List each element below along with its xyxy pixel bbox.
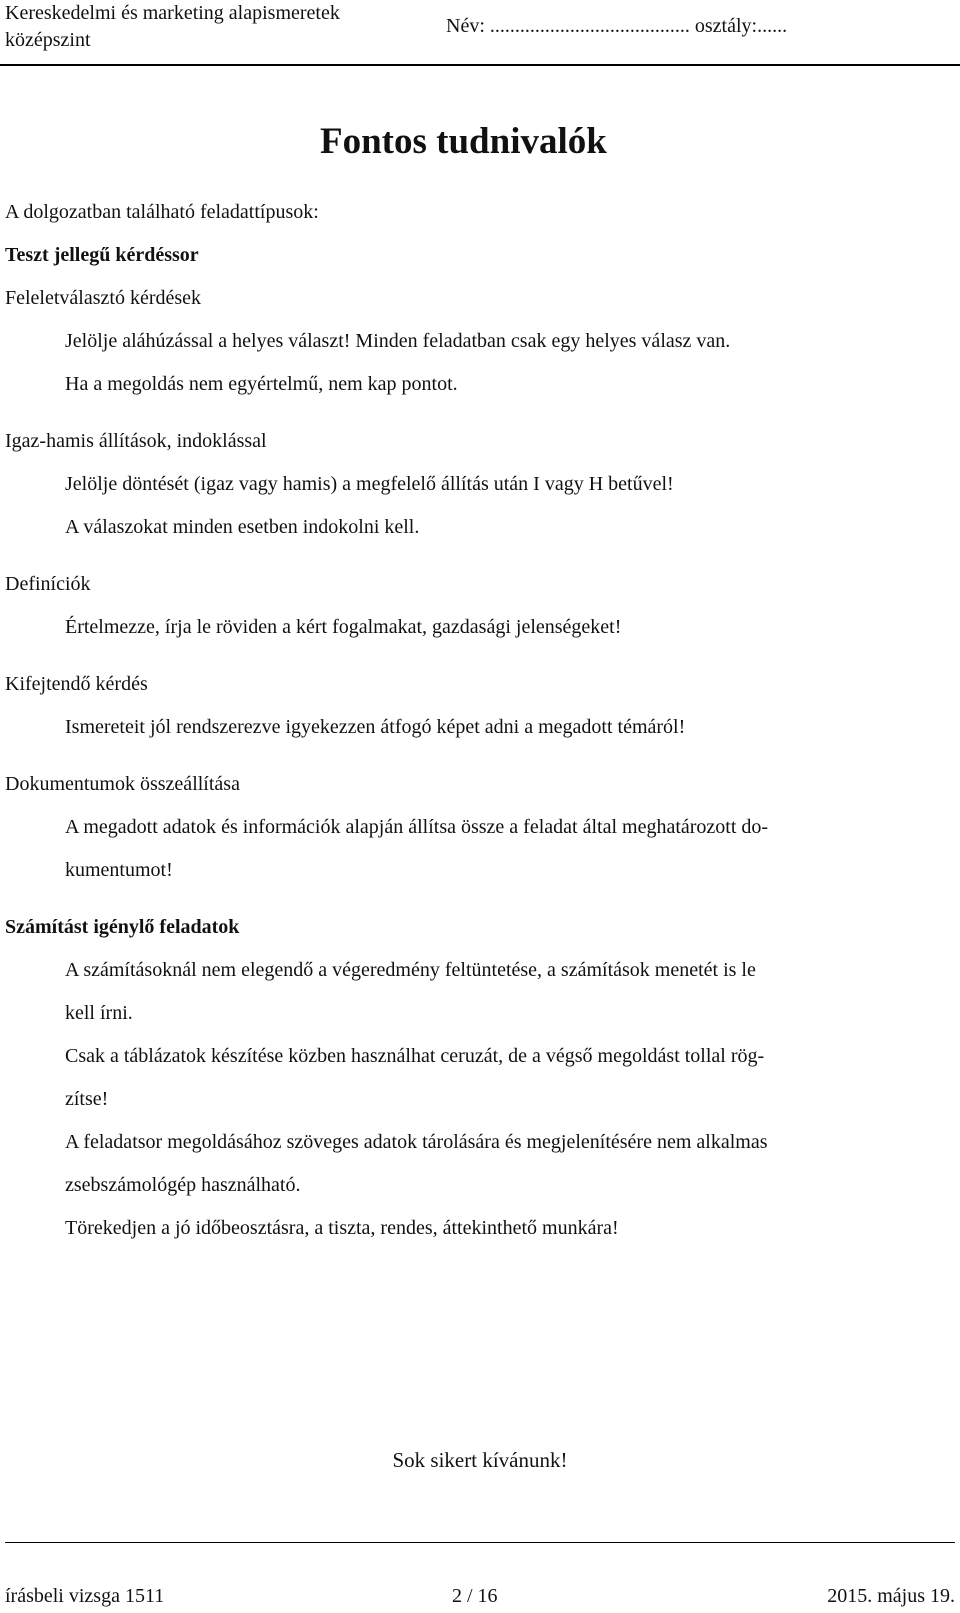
exam-id: írásbeli vizsga 1511 — [5, 1585, 165, 1607]
subject-line-1: Kereskedelmi és marketing alapismeretek — [5, 2, 340, 24]
instruction-line: A feladatsor megoldásához szöveges adatok tárolására és megjelenítésére nem alkalmas — [65, 1131, 768, 1153]
instruction-line: Ismereteit jól rendszerezve igyekezzen átfogó képet adni a megadott témáról! — [65, 716, 686, 738]
instruction-line: kell írni. — [65, 1002, 133, 1024]
footer-divider — [5, 1542, 955, 1543]
section-heading-teszt: Teszt jellegű kérdéssor — [5, 244, 199, 266]
instruction-line: Jelölje aláhúzással a helyes választ! Minden feladatban csak egy helyes válasz van. — [65, 330, 731, 352]
instruction-line: zítse! — [65, 1088, 109, 1110]
page-title: Fontos tudnivalók — [320, 121, 607, 162]
instruction-line: Törekedjen a jó időbeosztásra, a tiszta, rendes, áttekinthető munkára! — [65, 1217, 619, 1239]
subject-title — [5, 0, 425, 54]
closing-wish: Sok sikert kívánunk! — [392, 1448, 568, 1472]
section-heading-kifejtendo: Kifejtendő kérdés — [5, 673, 148, 695]
section-heading-dokumentumok: Dokumentumok összeállítása — [5, 773, 240, 795]
page-header — [0, 0, 960, 66]
instruction-line: Jelölje döntését (igaz vagy hamis) a megfelelő állítás után I vagy H betűvel! — [65, 473, 674, 495]
instruction-line: A válaszokat minden esetben indokolni kell. — [65, 516, 420, 538]
subheading-feleletvalaszto: Feleletválasztó kérdések — [5, 287, 202, 309]
section-heading-definiciok: Definíciók — [5, 573, 91, 595]
instruction-line: Csak a táblázatok készítése közben használhat ceruzát, de a végső megoldást tollal rög- — [65, 1045, 765, 1067]
instruction-line: A számításoknál nem elegendő a végeredmény feltüntetése, a számítások menetét is le — [65, 959, 756, 981]
instruction-line: kumentumot! — [65, 859, 173, 881]
page-number: 2 / 16 — [452, 1585, 498, 1607]
subject-line-2: középszint — [5, 29, 91, 51]
section-heading-igaz-hamis: Igaz-hamis állítások, indoklással — [5, 430, 267, 452]
name-class-field: Név: ........................................ osztály:...... — [446, 15, 788, 37]
instruction-line: Értelmezze, írja le röviden a kért fogalmakat, gazdasági jelenségeket! — [65, 616, 622, 638]
instructions-body — [5, 191, 955, 1250]
page-footer — [5, 1584, 955, 1610]
instruction-line: zsebszámológép használható. — [65, 1174, 301, 1196]
intro-text: A dolgozatban található feladattípusok: — [5, 201, 319, 223]
exam-date: 2015. május 19. — [827, 1585, 955, 1607]
instruction-line: A megadott adatok és információk alapján állítsa össze a feladat által meghatározott do- — [65, 816, 769, 838]
instruction-line: Ha a megoldás nem egyértelmű, nem kap pontot. — [65, 373, 458, 395]
section-heading-szamitas: Számítást igénylő feladatok — [5, 916, 240, 938]
